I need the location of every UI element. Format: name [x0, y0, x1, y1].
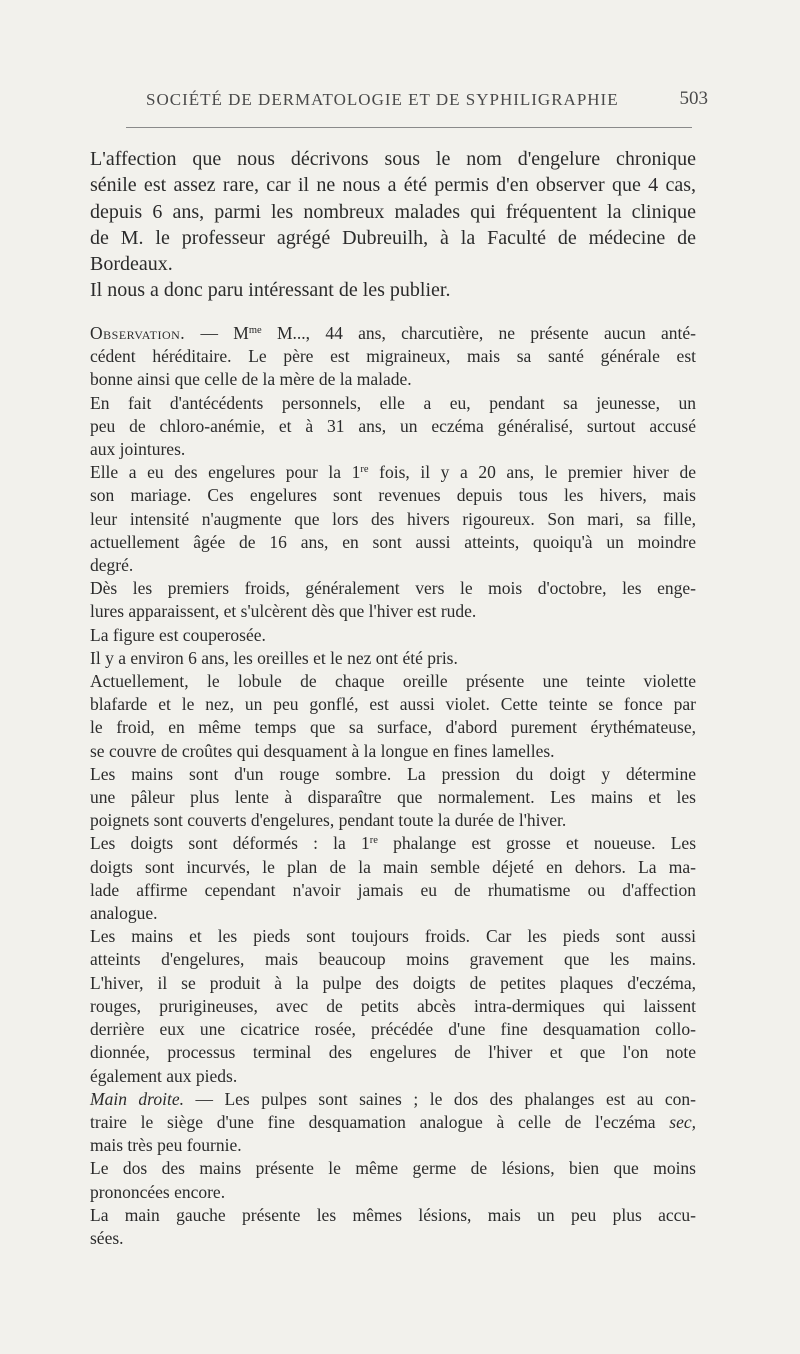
traire-line: traire le siège d'une fine desquamation analogue à celle de l'eczéma sec, — [90, 1111, 696, 1132]
text-line: actuellement âgée de 16 ans, en sont aussi atteints, quoiqu'à un moindre — [90, 531, 696, 552]
text-line: lures apparaissent, et s'ulcèrent dès que l'hiver est rude. — [90, 601, 477, 622]
text-line: sées. — [90, 1227, 124, 1248]
observation-lines-b — [90, 484, 696, 832]
text-line: Actuellement, le lobule de chaque oreille présente une teinte violette — [90, 671, 696, 692]
text-line: analogue. — [90, 903, 158, 924]
text-line: derrière eux une cicatrice rosée, précédée d'une fine desquamation collo- — [90, 1019, 696, 1040]
text-line: atteints d'engelures, mais beaucoup moins gravement que les mains. — [90, 949, 696, 970]
text-line: prononcées encore. — [90, 1181, 226, 1202]
text-line: une pâleur plus lente à disparaître que normalement. Les mains et les — [90, 787, 696, 808]
main-droite-label: Main droite. — [90, 1088, 184, 1109]
text-line: leur intensité n'augmente que lors des hivers rigoureux. Son mari, sa fille, — [90, 508, 696, 529]
doigts-line: Les doigts sont déformés : la 1re phalange est grosse et noueuse. Les — [90, 833, 696, 854]
text-line: sénile est assez rare, car il ne nous a été permis d'en observer que 4 cas, — [90, 174, 696, 197]
text-line: dionnée, processus terminal des engelures de l'hiver et que l'on note — [90, 1042, 696, 1063]
text-line: Bordeaux. — [90, 253, 173, 276]
observation-section — [90, 322, 696, 1250]
text-line: aux jointures. — [90, 439, 186, 460]
text-line: degré. — [90, 555, 134, 576]
text-line: Les mains et les pieds sont toujours froids. Car les pieds sont aussi — [90, 926, 696, 947]
text-line: La main gauche présente les mêmes lésions, mais un peu plus accu- — [90, 1204, 696, 1225]
engelures-line: Elle a eu des engelures pour la 1re fois, il y a 20 ans, le premier hiver de — [90, 462, 696, 483]
text-line: L'hiver, il se produit à la pulpe des doigts de petites plaques d'eczéma, — [90, 972, 696, 993]
text-line: doigts sont incurvés, le plan de la main semble déjeté en dehors. La ma- — [90, 856, 696, 877]
intro-paragraph — [90, 146, 696, 304]
text-line: mais très peu fournie. — [90, 1135, 242, 1156]
text-line: son mariage. Ces engelures sont revenues depuis tous les hivers, mais — [90, 485, 696, 506]
observation-lines-a — [90, 345, 696, 461]
text-line: le froid, en même temps que sa surface, d'abord purement érythémateuse, — [90, 717, 696, 738]
text-line: Dès les premiers froids, généralement vers le mois d'octobre, les enge- — [90, 578, 696, 599]
main-droite-line: Main droite. — Les pulpes sont saines ; le dos des phalanges est au con- — [90, 1088, 696, 1109]
text-line: peu de chloro-anémie, et à 31 ans, un eczéma généralisé, surtout accusé — [90, 415, 696, 436]
page-number: 503 — [679, 88, 708, 109]
observation-label: Observation. — [90, 323, 186, 343]
text-line: poignets sont couverts d'engelures, pendant toute la durée de l'hiver. — [90, 810, 567, 831]
text-line: se couvre de croûtes qui desquament à la longue en fines lamelles. — [90, 740, 555, 761]
text-line: bonne ainsi que celle de la mère de la malade. — [90, 369, 412, 390]
text-line: Il y a environ 6 ans, les oreilles et le nez ont été pris. — [90, 647, 458, 668]
text-line: également aux pieds. — [90, 1065, 238, 1086]
text-line: lade affirme cependant n'avoir jamais eu de rhumatisme ou d'affection — [90, 879, 696, 900]
text-line: L'affection que nous décrivons sous le nom d'engelure chronique — [90, 148, 696, 170]
text-line: de M. le professeur agrégé Dubreuilh, à la Faculté de médecine de — [90, 226, 696, 249]
running-header — [118, 86, 708, 112]
text-line: cédent héréditaire. Le père est migraineux, mais sa santé générale est — [90, 346, 696, 367]
text-line: Il nous a donc paru intéressant de les publier. — [90, 279, 451, 302]
text-line: Les mains sont d'un rouge sombre. La pression du doigt y détermine — [90, 763, 696, 784]
text-line: depuis 6 ans, parmi les nombreux malades qui fréquentent la clinique — [90, 200, 696, 223]
running-title: SOCIÉTÉ DE DERMATOLOGIE ET DE SYPHILIGRAPHIE — [146, 90, 619, 109]
text-line: Le dos des mains présente le même germe de lésions, bien que moins — [90, 1158, 696, 1179]
text-line: blafarde et le nez, un peu gonflé, est aussi violet. Cette teinte se fonce par — [90, 694, 696, 715]
observation-lines-d — [90, 1134, 696, 1250]
observation-first-line: Observation. — $M^{me}$ M..., 44 ans, charcutière, ne présente aucun anté- — [90, 323, 697, 343]
header-rule — [126, 127, 692, 128]
text-line: La figure est couperosée. — [90, 624, 266, 645]
text-line: rouges, prurigineuses, avec de petits abcès intra-dermiques qui laissent — [90, 995, 696, 1016]
observation-lines-c — [90, 856, 696, 1088]
text-line: En fait d'antécédents personnels, elle a eu, pendant sa jeunesse, un — [90, 392, 696, 413]
